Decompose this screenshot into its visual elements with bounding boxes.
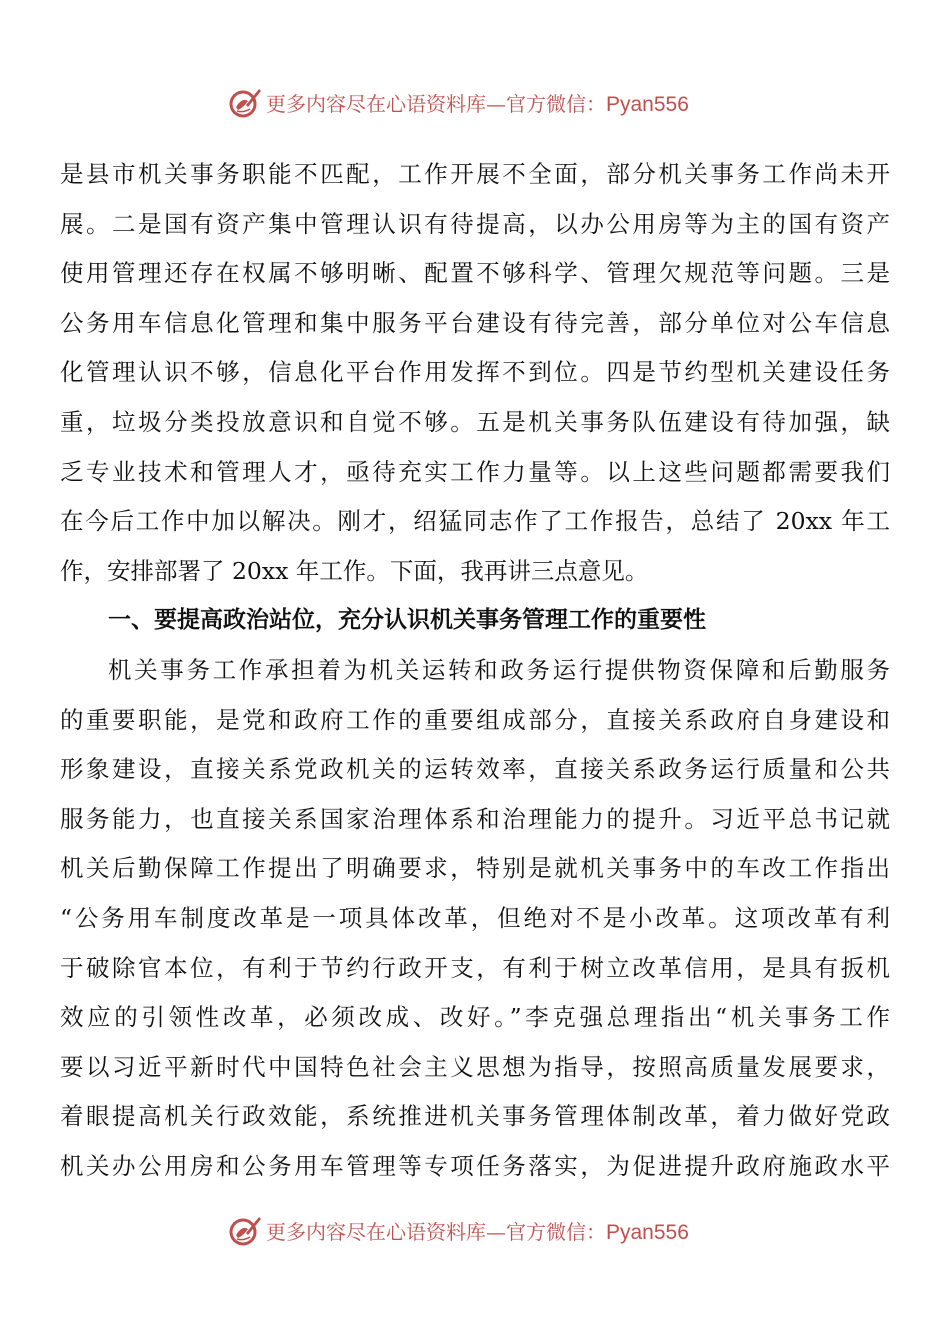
pen-logo-icon xyxy=(228,1213,262,1247)
text-line: 作，安排部署了 20xx 年工作。下面，我再讲三点意见。 xyxy=(60,556,649,585)
header-watermark xyxy=(228,84,689,120)
text-line: 公务用车信息化管理和集中服务平台建设有待完善，部分单位对公车信息 xyxy=(60,308,890,337)
text-line: 的重要职能，是党和政府工作的重要组成部分，直接关系政府自身建设和 xyxy=(60,705,890,734)
text-line: 是县市机关事务职能不匹配，工作开展不全面，部分机关事务工作尚未开 xyxy=(60,160,890,188)
text-line: 形象建设，直接关系党政机关的运转效率，直接关系政务运行质量和公共 xyxy=(60,755,890,784)
text-line: 使用管理还存在权属不够明晰、配置不够科学、管理欠规范等问题。三是 xyxy=(60,259,890,288)
text-line: 着眼提高机关行政效能，系统推进机关事务管理体制改革，着力做好党政 xyxy=(60,1102,890,1131)
section-heading: 一、要提高政治站位，充分认识机关事务管理工作的重要性 xyxy=(108,607,706,634)
footer-watermark xyxy=(228,1212,689,1248)
text-line: 要以习近平新时代中国特色社会主义思想为指导，按照高质量发展要求， xyxy=(60,1052,890,1081)
pen-logo-icon xyxy=(228,85,262,119)
text-line: 化管理认识不够，信息化平台作用发挥不到位。四是节约型机关建设任务 xyxy=(60,358,890,387)
text-line: “公务用车制度改革是一项具体改革，但绝对不是小改革。这项改革有利 xyxy=(60,903,890,932)
text-line: 机关后勤保障工作提出了明确要求，特别是就机关事务中的车改工作指出 xyxy=(60,854,890,883)
text-line: 服务能力，也直接关系国家治理体系和治理能力的提升。习近平总书记就 xyxy=(60,804,890,833)
text-line: 在今后工作中加以解决。刚才，绍猛同志作了工作报告，总结了 20xx 年工 xyxy=(60,507,890,536)
text-line: 效应的引领性改革，必须改成、改好。”李克强总理指出“机关事务工作 xyxy=(60,1003,890,1032)
paragraph-section-one xyxy=(60,646,890,1192)
text-line: 机关办公用房和公务用车管理等专项任务落实，为促进提升政府施政水平 xyxy=(60,1151,890,1180)
watermark-text: 更多内容尽在心语资料库—官方微信：Pyan556 xyxy=(266,1219,689,1244)
text-line: 于破除官本位，有利于节约行政开支，有利于树立改革信用，是具有扳机 xyxy=(60,953,890,982)
document-body xyxy=(60,150,890,1191)
paragraph-continued xyxy=(60,150,890,596)
text-line: 乏专业技术和管理人才，亟待充实工作力量等。以上这些问题都需要我们 xyxy=(60,457,890,486)
text-line: 展。二是国有资产集中管理认识有待提高，以办公用房等为主的国有资产 xyxy=(60,209,890,238)
text-line: 重，垃圾分类投放意识和自觉不够。五是机关事务队伍建设有待加强，缺 xyxy=(60,407,890,436)
watermark-text: 更多内容尽在心语资料库—官方微信：Pyan556 xyxy=(266,91,689,116)
text-line: 机关事务工作承担着为机关运转和政务运行提供物资保障和后勤服务 xyxy=(108,655,890,684)
